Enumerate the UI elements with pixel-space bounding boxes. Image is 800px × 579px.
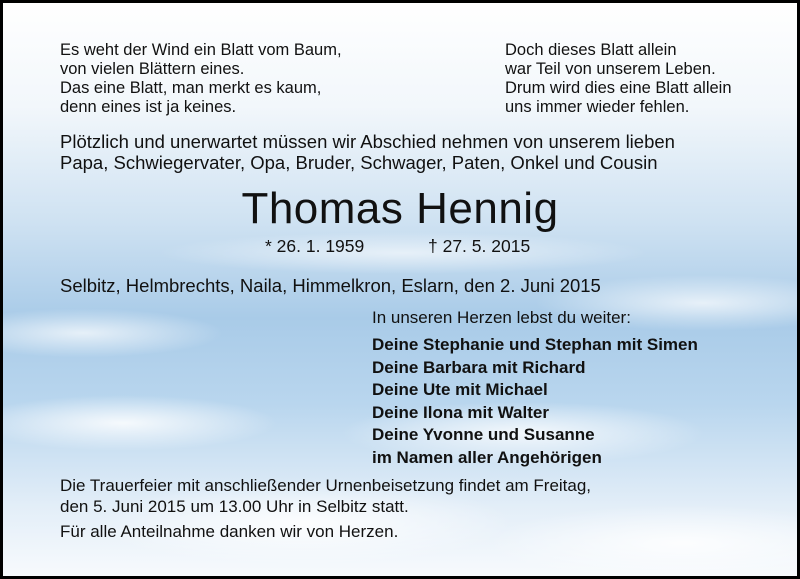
deceased-name: Thomas Hennig [241,184,559,233]
intro-line-2: Papa, Schwiegervater, Opa, Bruder, Schwager, Paten, Onkel und Cousin [60,152,658,173]
place-and-date: Selbitz, Helmbrechts, Naila, Himmelkron, Eslarn, den 2. Juni 2015 [60,275,601,296]
poem-left-line-2: von vielen Blättern eines. [60,60,245,78]
service-line-1: Die Trauerfeier mit anschließender Urnenbeisetzung findet am Freitag, [60,476,592,495]
thanks-line: Für alle Anteilnahme danken wir von Herzen. [60,522,399,541]
mourners-list [372,334,698,469]
poem-left-line-3: Das eine Blatt, man merkt es kaum, [60,79,322,97]
funeral-service-info [60,475,591,517]
mourner-line: Deine Stephanie und Stephan mit Simen [372,335,698,354]
heart-line: In unseren Herzen lebst du weiter: [372,308,631,327]
mourner-line: im Namen aller Angehörigen [372,447,602,467]
intro-line-1: Plötzlich und unerwartet müssen wir Abschied nehmen von unserem lieben [60,131,675,152]
poem-right-line-3: Drum wird dies eine Blatt allein [505,79,732,97]
poem-right-line-4: uns immer wieder fehlen. [505,98,690,116]
mourner-line: Deine Ilona mit Walter [372,402,549,422]
birth-date: * 26. 1. 1959 [265,236,365,256]
poem-left-line-4: denn eines ist ja keines. [60,98,237,116]
mourner-line: Deine Barbara mit Richard [372,357,586,377]
poem-right-line-2: war Teil von unserem Leben. [505,60,716,78]
poem-left-line-1: Es weht der Wind ein Blatt vom Baum, [60,41,342,59]
poem-left-stanza [60,41,342,117]
intro-text [60,131,675,173]
mourner-line: Deine Yvonne und Susanne [372,425,595,444]
poem-right-stanza [505,41,732,117]
service-line-2: den 5. Juni 2015 um 13.00 Uhr in Selbitz statt. [60,497,409,516]
mourner-line: Deine Ute mit Michael [372,380,548,399]
death-date: † 27. 5. 2015 [428,236,531,256]
poem-right-line-1: Doch dieses Blatt allein [505,41,677,59]
